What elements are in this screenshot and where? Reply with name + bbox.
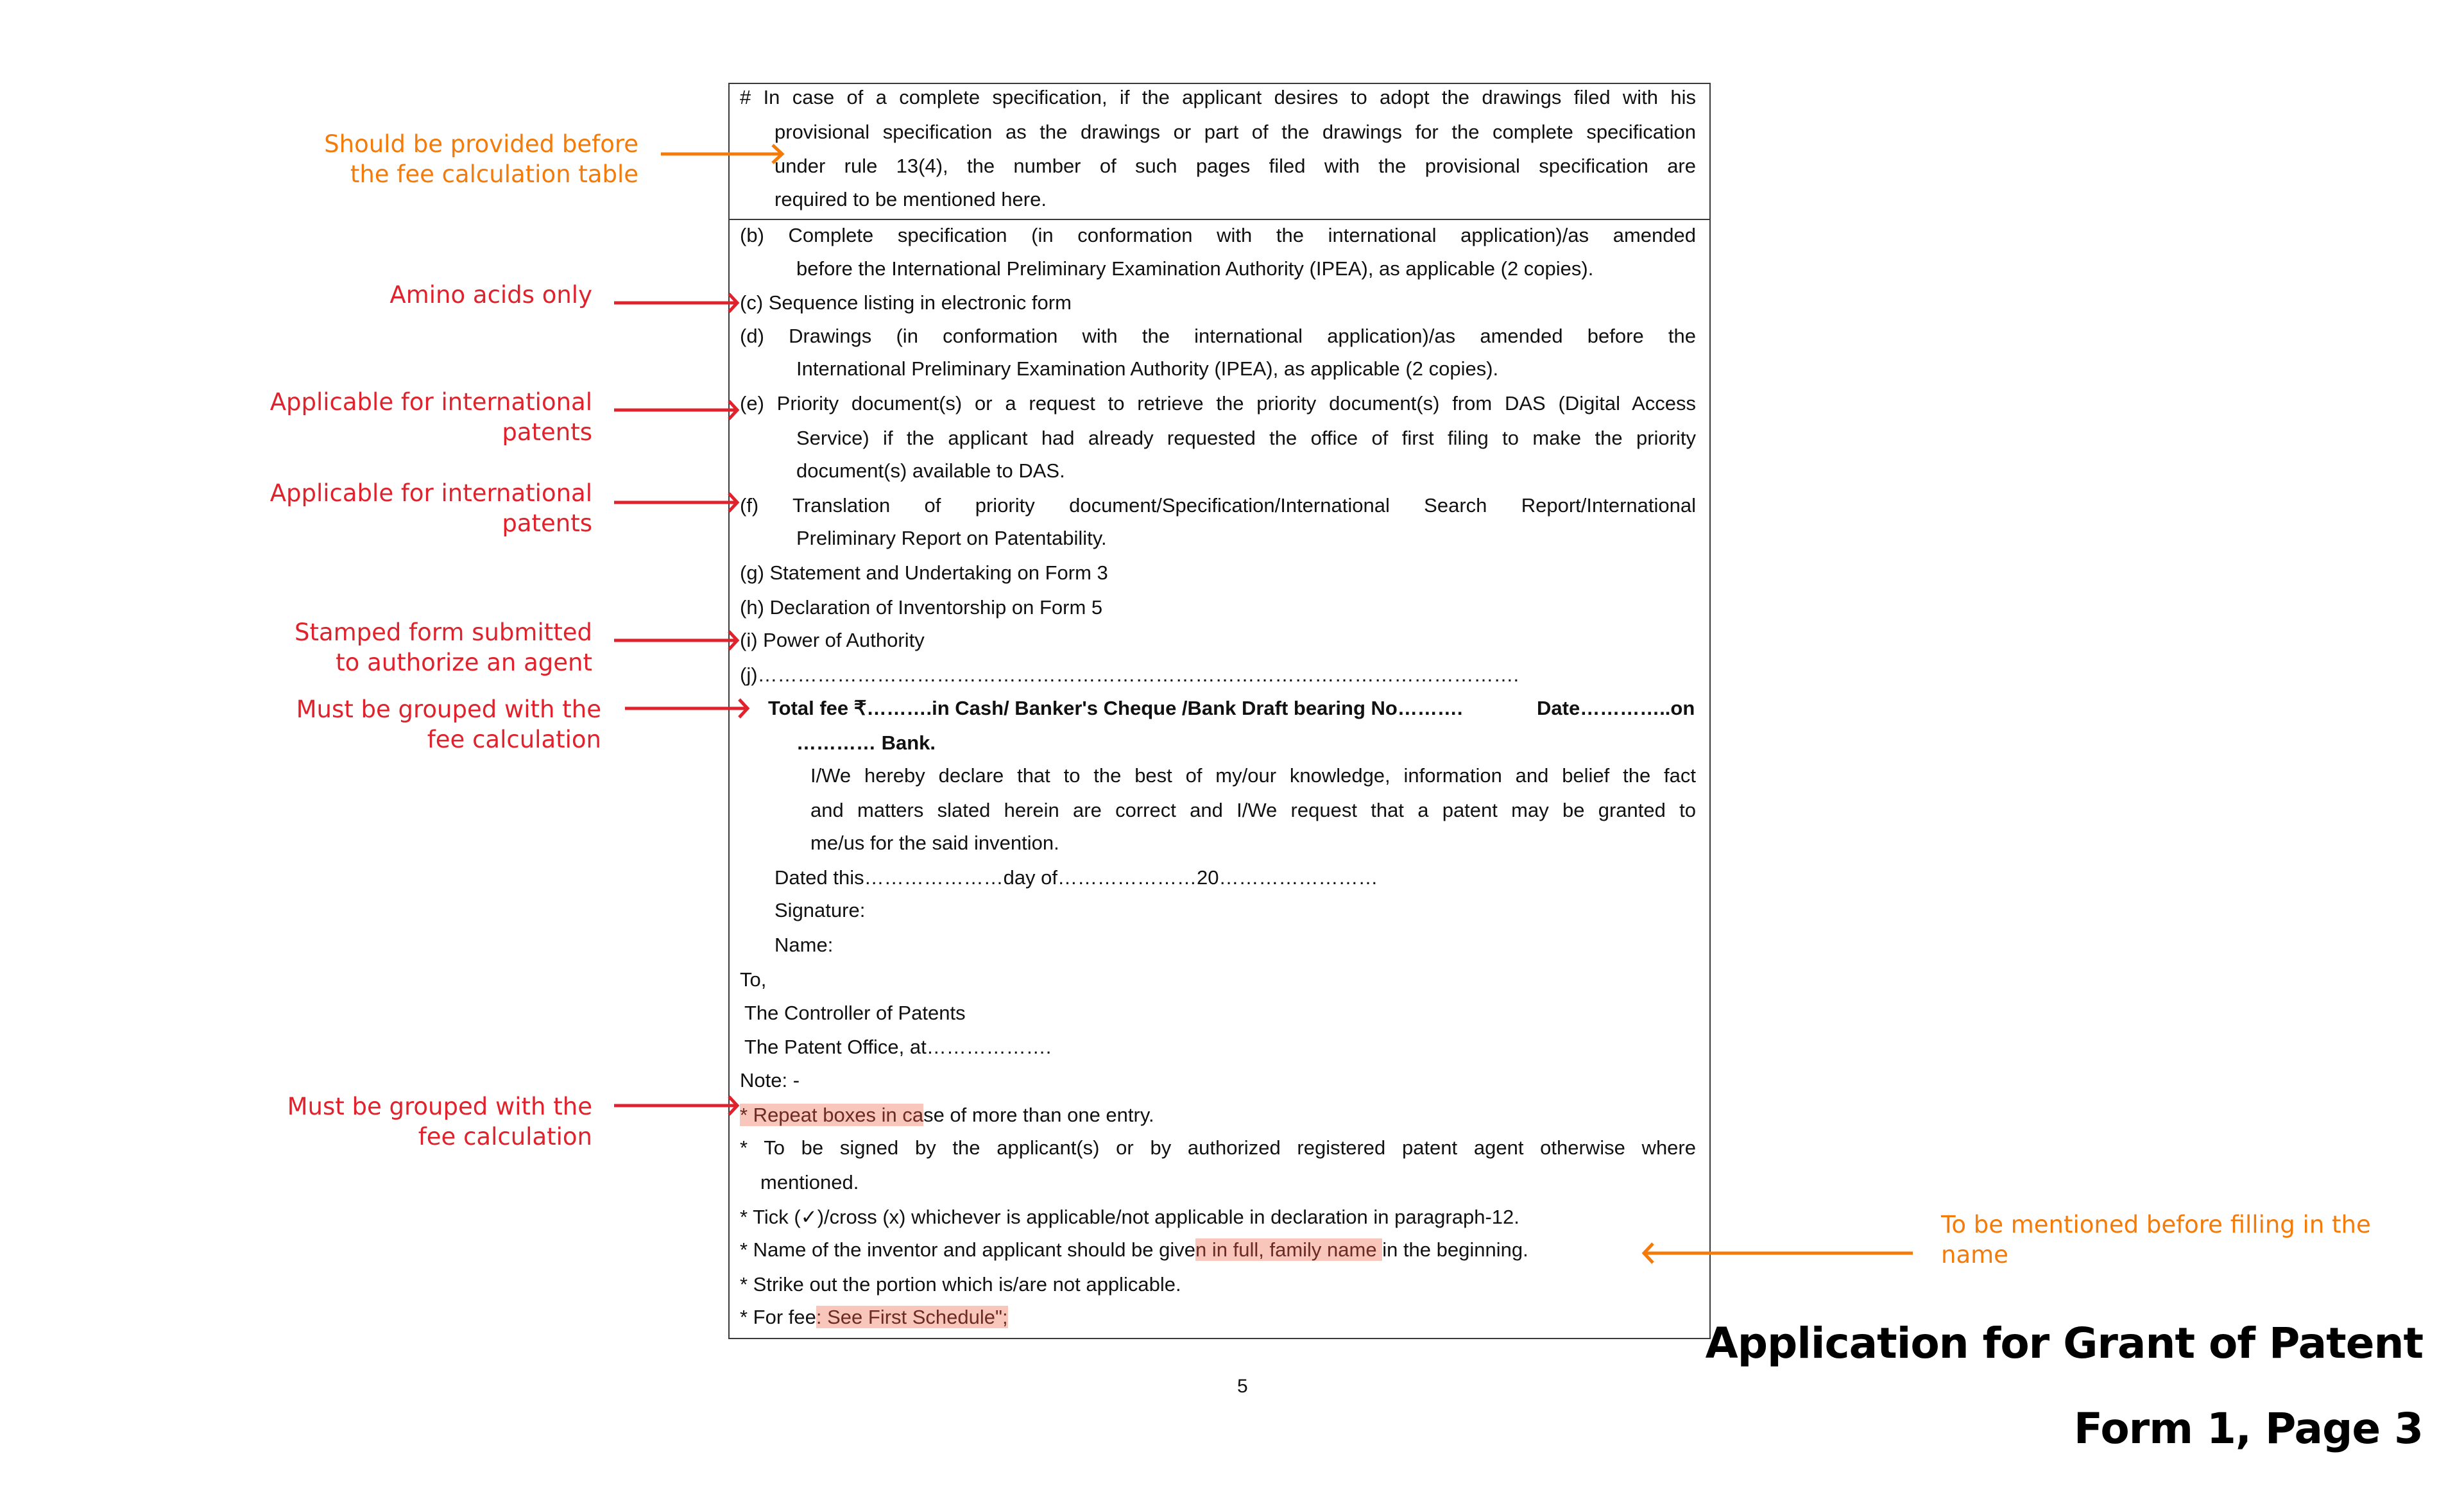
item-b-cont: before the International Preliminary Examination Authority (IPEA), as applicable (2 copies). bbox=[796, 257, 1594, 280]
highlight-repeat-boxes: * Repeat boxes in ca bbox=[740, 1104, 924, 1126]
declaration-line: I/We hereby declare that to the best of my/our knowledge, information and belief the fact bbox=[810, 764, 1696, 787]
arrow-right-icon bbox=[614, 493, 737, 511]
highlight-first-schedule: : See First Schedule"; bbox=[816, 1306, 1008, 1328]
note-repeat-rest: se of more than one entry. bbox=[923, 1104, 1154, 1126]
arrow-right-icon bbox=[614, 401, 737, 419]
item-i: (i) Power of Authority bbox=[740, 629, 925, 651]
arrow-right-icon bbox=[614, 294, 737, 312]
note-signed: * To be signed by the applicant(s) or by authorized registered patent agent otherwise where bbox=[740, 1136, 1696, 1159]
item-e-cont: Service) if the applicant had already requested the office of first filing to make the priority bbox=[796, 427, 1696, 449]
header-note-line: provisional specification as the drawings or part of the drawings for the complete specification bbox=[774, 121, 1696, 143]
annotation-line: Applicable for international bbox=[270, 388, 592, 416]
arrow-right-icon bbox=[661, 145, 782, 163]
annotation-line: Amino acids only bbox=[389, 281, 592, 309]
arrow-right-icon bbox=[614, 631, 737, 649]
fee-date: Date…………..on bbox=[1537, 697, 1695, 719]
total-fee-line: Total fee ₹……….in Cash/ Banker's Cheque /Bank Draft bearing No………. bbox=[768, 697, 1463, 719]
header-note-line: # In case of a complete specification, if the applicant desires to adopt the drawings filed with his bbox=[740, 86, 1696, 108]
annotation-line: Applicable for international bbox=[270, 479, 592, 507]
annotation-line: the fee calculation table bbox=[350, 160, 638, 188]
item-e: (e) Priority document(s) or a request to retrieve the priority document(s) from DAS (Digital Access bbox=[740, 392, 1696, 415]
arrow-right-icon bbox=[614, 1097, 737, 1115]
name-label: Name: bbox=[774, 934, 834, 956]
item-d: (d) Drawings (in conformation with the international application)/as amended before the bbox=[740, 325, 1696, 347]
fee-bank: ………… Bank. bbox=[796, 731, 936, 754]
arrow-right-icon bbox=[625, 699, 748, 717]
patent-office-line: The Patent Office, at………………. bbox=[744, 1036, 1052, 1058]
header-note-line: required to be mentioned here. bbox=[774, 188, 1047, 210]
item-j: (j)……………………………………………………………………………………………………. bbox=[740, 663, 1519, 686]
item-f-cont: Preliminary Report on Patentability. bbox=[796, 527, 1107, 549]
item-c: (c) Sequence listing in electronic form bbox=[740, 291, 1072, 314]
annotation-line: patents bbox=[502, 418, 592, 446]
slide-title: Application for Grant of Patent bbox=[1705, 1319, 2423, 1368]
note-signed-cont: mentioned. bbox=[760, 1171, 859, 1193]
note-name-post: in the beginning. bbox=[1382, 1238, 1528, 1261]
annotation-line: To be mentioned before filling in the bbox=[1941, 1211, 2371, 1238]
note-tick: * Tick (✓)/cross (x) whichever is applicable/not applicable in declaration in paragraph-12. bbox=[740, 1206, 1519, 1228]
controller-line: The Controller of Patents bbox=[744, 1002, 966, 1024]
item-g: (g) Statement and Undertaking on Form 3 bbox=[740, 561, 1108, 584]
item-h: (h) Declaration of Inventorship on Form 5 bbox=[740, 596, 1103, 619]
declaration-line: and matters slated herein are correct and I/We request that a patent may be granted to bbox=[810, 799, 1696, 821]
note-strike: * Strike out the portion which is/are not applicable. bbox=[740, 1273, 1181, 1296]
annotation-line: Must be grouped with the bbox=[287, 1093, 592, 1120]
annotation-line: Should be provided before bbox=[324, 130, 638, 158]
annotation-line: Stamped form submitted bbox=[294, 619, 592, 646]
note-fee-pre: * For fee bbox=[740, 1306, 816, 1328]
slide-subtitle: Form 1, Page 3 bbox=[2073, 1404, 2423, 1453]
annotation-line: Must be grouped with the bbox=[296, 696, 601, 723]
item-e-cont: document(s) available to DAS. bbox=[796, 459, 1065, 482]
item-d-cont: International Preliminary Examination Authority (IPEA), as applicable (2 copies). bbox=[796, 357, 1499, 380]
note-label: Note: - bbox=[740, 1069, 800, 1091]
signature-label: Signature: bbox=[774, 899, 866, 921]
annotation-line: fee calculation bbox=[427, 726, 601, 753]
annotation-line: to authorize an agent bbox=[336, 649, 592, 676]
to-label: To, bbox=[740, 968, 767, 991]
header-note-line: under rule 13(4), the number of such pages filed with the provisional specification are bbox=[774, 155, 1696, 177]
annotation-line: patents bbox=[502, 509, 592, 537]
item-f: (f) Translation of priority document/Specification/International Search Report/International bbox=[740, 494, 1696, 517]
declaration-line: me/us for the said invention. bbox=[810, 832, 1059, 854]
page-number: 5 bbox=[1237, 1376, 1248, 1397]
note-name-pre: * Name of the inventor and applicant should be give bbox=[740, 1238, 1196, 1261]
highlight-family-name: n in full, family name bbox=[1195, 1238, 1383, 1261]
annotation-line: name bbox=[1941, 1241, 2008, 1269]
arrow-left-icon bbox=[1644, 1244, 1913, 1263]
dated-line: Dated this…………………day of…………………20…………………… bbox=[774, 866, 1378, 889]
annotation-line: fee calculation bbox=[418, 1123, 592, 1151]
item-b: (b) Complete specification (in conformation with the international application)/as amended bbox=[740, 224, 1696, 246]
